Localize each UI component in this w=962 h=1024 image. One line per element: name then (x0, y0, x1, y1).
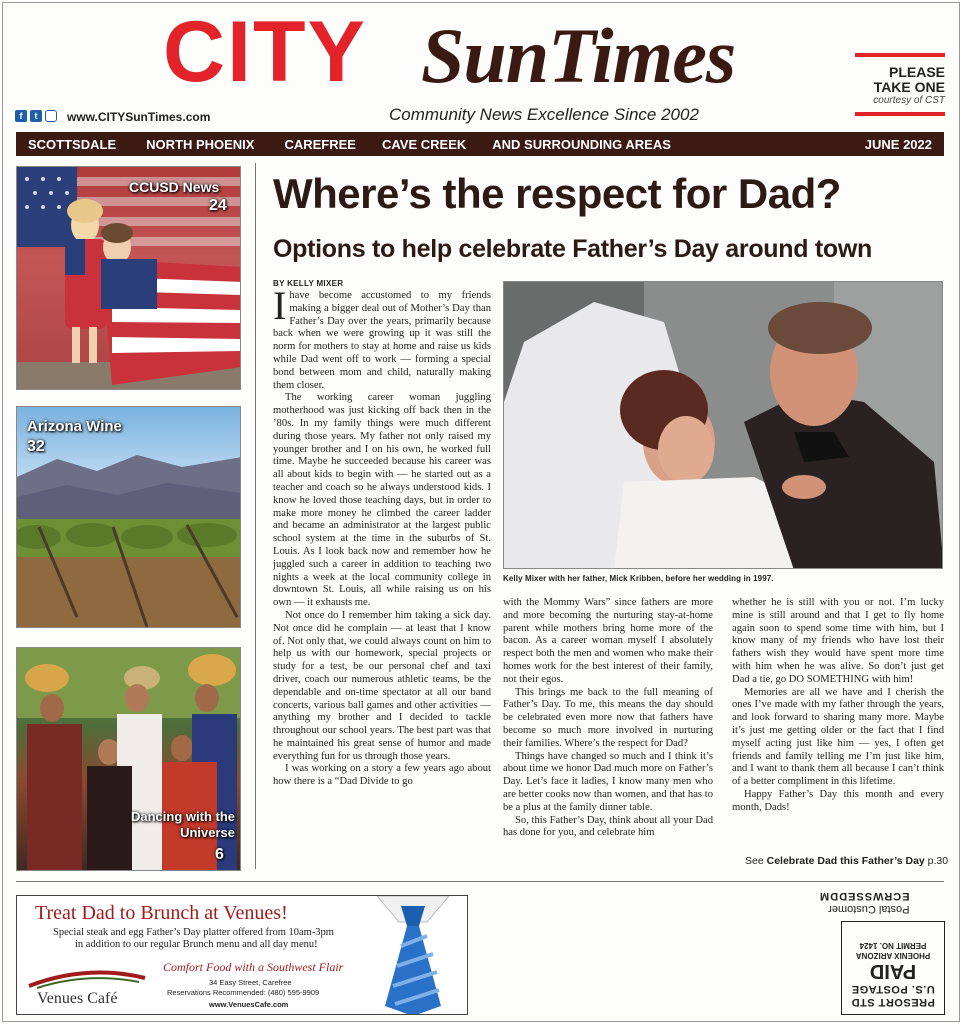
social-icons (15, 110, 57, 122)
logo-city[interactable]: CITY (163, 4, 367, 100)
ad-divider (16, 881, 944, 882)
nav-surrounding-areas[interactable]: AND SURROUNDING AREAS (492, 136, 671, 152)
teaser-label: Arizona Wine (27, 418, 122, 435)
venues-cafe-ad[interactable] (16, 895, 468, 1015)
issue-date: JUNE 2022 (864, 136, 932, 152)
father-daughter-image (504, 282, 943, 569)
tagline: Community News Excellence Since 2002 (389, 105, 699, 124)
nav-carefree[interactable]: CAREFREE (284, 136, 356, 152)
nav-north-phoenix[interactable]: NORTH PHOENIX (146, 136, 255, 152)
wedding-photo (503, 281, 943, 569)
take-one-box (855, 53, 945, 116)
paragraph: whether he is still with you or not. I’m lucky mine is still around and that I get to fly home again soon to spend some time with him, but I know many of my friends who have lost their fathers wish they would have spent more time with him when he was alive. So don’t just get Dad a tie, go DO SOMETHING with him! (732, 597, 944, 685)
postage-permit (841, 921, 945, 1015)
ad-website[interactable]: www.VenuesCafe.com (209, 1000, 289, 1009)
teaser-arizona-wine[interactable] (16, 406, 241, 628)
ad-address: 34 Easy Street, Carefree (209, 978, 292, 987)
take-one-line1: PLEASE (888, 64, 945, 80)
permit-presort: PRESORT STD (851, 996, 935, 1008)
venues-swoosh-icon (27, 968, 147, 990)
permit-number: PERMIT NO. 1424 (859, 941, 927, 950)
teaser-page: 6 (215, 846, 224, 863)
instagram-icon[interactable] (45, 110, 57, 122)
column-divider (255, 163, 256, 869)
ad-reservations: Reservations Recommended: (480) 595-9909 (167, 988, 320, 997)
see-prefix: See (745, 855, 764, 867)
ad-brand: Venues Café (37, 990, 118, 1007)
vineyard-photo (17, 407, 241, 628)
continued-link[interactable] (745, 855, 948, 867)
twitter-icon[interactable]: t (30, 110, 42, 122)
teaser-ccusd-news[interactable] (16, 166, 241, 390)
website-link[interactable]: www.CITYSunTimes.com (67, 110, 211, 124)
logo-suntimes[interactable]: SunTimes (421, 12, 736, 99)
paragraph: This brings me back to the full meaning of Father’s Day. To me, this means the day should be celebrated even more now that fathers have become so much more involved in nurturing their families. Where’s the respect for Dad? (503, 686, 713, 749)
ad-line-1: Special steak and egg Father’s Day platter offered from 10am-3pm (53, 927, 334, 938)
permit-postage: U.S. POSTAGE (851, 983, 935, 995)
necktie-icon (357, 896, 468, 1015)
paragraph: Memories are all we have and I cherish the ones I’ve made with my father through the years, and look forward to sharing many more. Maybe it’s just me getting older or the fact that I find myself acting just like him — yes, I often get friends and family telling me I’m just like him, and I want to thank them all because I can’t think of a better compliment in this lifetime. (732, 686, 944, 788)
article-column-2 (503, 597, 713, 872)
article-byline: BY KELLY MIXER (273, 279, 344, 288)
flag-photo (17, 167, 241, 390)
article-subheadline: Options to help celebrate Father’s Day around town (273, 235, 872, 263)
article-headline[interactable]: Where’s the respect for Dad? (273, 170, 841, 217)
masthead (3, 3, 960, 129)
postal-ecrwss: ECRWSSEDDM (819, 890, 910, 902)
drop-cap: I (273, 290, 287, 328)
paragraph: So, this Father’s Day, think about all your Dad has done for you, and celebrate him (503, 814, 713, 839)
ad-title: Treat Dad to Brunch at Venues! (35, 902, 288, 924)
paragraph: The working career woman juggling motherhood was just kicking off back then in the ’80s. In my family things were much different during those years. My father not only raised my younger brother and I on his own, he worked full time. Maybe he succeeded because his career was all about kids to begin with — he started out as a teacher and coach so he always understood kids. I know he loved those teaching days, but in order to make more money he climbed the career ladder and became an administrator at the largest public school system at the time in the suburbs of St. Louis. As I look back now and remember how he juggled such a career in addition to teaching two nights a week at the local community college in downtown St. Louis, all while raising us on his own — it exhausts me. (273, 392, 491, 609)
paragraph: Things have changed so much and I think it’s about time we honor Dad much more on Father’s Day. Let’s face it ladies, I know many men who are better cooks now than women, and that has to be a plus at the family dinner table. (503, 750, 713, 813)
postal-customer-block (819, 889, 909, 915)
permit-paid: PAID (869, 960, 917, 982)
photo-caption: Kelly Mixer with her father, Mick Kribben, before her wedding in 1997. (503, 574, 774, 583)
nav-cave-creek[interactable]: CAVE CREEK (381, 136, 467, 152)
permit-city: PHOENIX ARIZONA (855, 951, 931, 960)
see-page: p.30 (927, 855, 949, 867)
paragraph: have become accustomed to my friends making a bigger deal out of Mother’s Day than Father’s Day over the years, primarily because back when we were growing up it was still the norm for mothers to stay at home and raise us kids while Dad went off to work — forming a special bond between mom and child, naturally making them closer. (273, 290, 491, 391)
nav-scottsdale[interactable]: SCOTTSDALE (28, 136, 117, 152)
paragraph: Happy Father’s Day this month and every month, Dads! (732, 788, 944, 813)
teaser-page: 24 (209, 197, 227, 214)
teaser-dancing-universe[interactable] (16, 647, 241, 871)
teaser-label: Dancing with the Universe (131, 809, 235, 840)
take-one-line2: TAKE ONE (873, 79, 945, 95)
newspaper-front-page (2, 2, 960, 1022)
facebook-icon[interactable]: f (15, 110, 27, 122)
article-column-3 (732, 597, 944, 837)
paragraph: with the Mommy Wars” since fathers are more and more becoming the nurturing stay-at-home parent while mothers bring home more of the bacon. As a career woman myself I absolutely respect both the men and women who make their homes work for the best interest of their family, not their egos. (503, 597, 713, 685)
paragraph: I was working on a story a few years ago about how there is a “Dad Divide to go (273, 763, 491, 788)
article-column-1 (273, 290, 491, 870)
teaser-page: 32 (27, 438, 45, 455)
see-title: Celebrate Dad this Father’s Day (766, 855, 925, 867)
postal-customer: Postal Customer (828, 903, 910, 915)
take-one-line3: courtesy of CST (873, 95, 945, 106)
teaser-label: CCUSD News (129, 179, 220, 195)
area-navbar (16, 132, 944, 156)
ad-slogan: Comfort Food with a Southwest Flair (163, 960, 344, 974)
paragraph: Not once do I remember him taking a sick day. Not once did he complain — at least that I know of. Not only that, we could always count on him to help us with our homework, special projects or study for a test, be our personal chef and taxi driver, coach our numerous athletic teams, be the dependable and on-time spectator at all our band concerts, various ball games and other activities — anything my brother and I decided to tackle throughout our school years. The best part was that he maintained his great sense of humor and made everything fun for us through those years. (273, 609, 491, 762)
ad-line-2: in addition to our regular Brunch menu and all day menu! (75, 939, 318, 950)
